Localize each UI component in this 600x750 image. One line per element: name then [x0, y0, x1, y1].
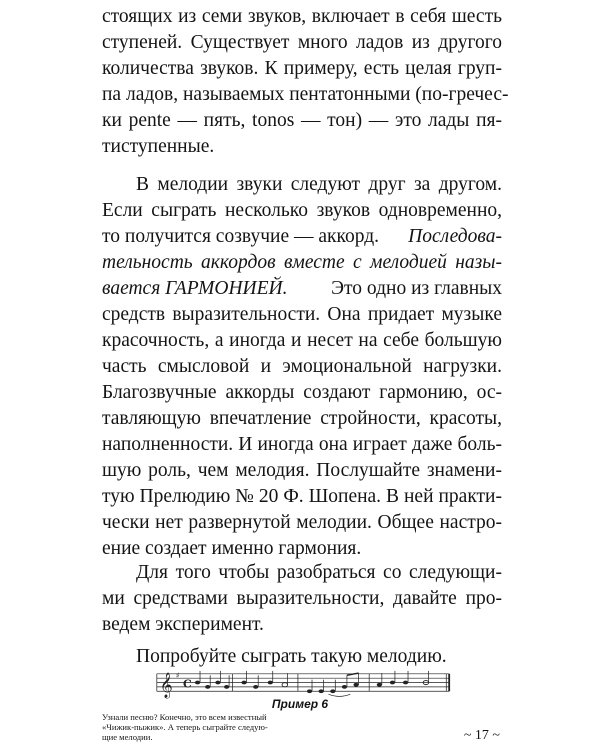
svg-text:𝄞: 𝄞 [159, 673, 173, 698]
text-line: па ладов, называемых пентатонными (по-гречес- [102, 84, 509, 105]
text-line: ступеней. Существует много ладов из другого [102, 32, 502, 53]
text-line: Для того чтобы разобраться со следующи- [136, 562, 502, 583]
text-line: часть смысловой и эмоциональной нагрузки. [102, 356, 502, 377]
text-line: тавляющую впечатление стройности, красоты, [102, 408, 502, 429]
text-line: «Чижик-пыжик». А теперь сыграйте следую- [102, 722, 268, 732]
text-line [102, 250, 502, 276]
svg-text:C: C [183, 677, 192, 691]
italic-definition: вается ГАРМОНИЕЙ. [102, 278, 288, 299]
text-line: Если сыграть несколько звуков одновременно, [102, 200, 502, 221]
text-line: количества звуков. К примеру, есть целая груп- [102, 58, 502, 79]
italic-definition: Последова- [408, 226, 502, 247]
text-line: ми средствами выразительности, давайте про- [102, 588, 502, 609]
text-line: ведем эксперимент. [102, 614, 264, 635]
text-line: ки pente — пять, tonos — тон) — это лады пя- [102, 110, 502, 131]
text-line: Благозвучные аккорды создают гармонию, ос- [102, 382, 502, 403]
text-segment: то получится созвучие — аккорд. [102, 226, 379, 247]
text-line: тиступенные. [102, 136, 215, 157]
italic-definition: тельность аккордов вместе с мелодией назы- [102, 252, 502, 273]
text-line: чески нет развернутой мелодии. Общее настро- [102, 512, 502, 533]
text-line: тую Прелюдию № 20 Ф. Шопена. В ней практи- [102, 486, 502, 507]
example-caption: Пример 6 [271, 697, 329, 711]
text-line: стоящих из семи звуков, включает в себя шесть [102, 6, 502, 27]
page-number: ~ 17 ~ [463, 728, 500, 743]
text-line: ение создает именно гармония. [102, 538, 362, 559]
text-line: щие мелодии. [102, 732, 153, 742]
text-line: В мелодии звуки следуют друг за другом. [136, 174, 502, 195]
text-segment: Это одно из главных [331, 278, 502, 299]
svg-text:♯: ♯ [175, 671, 180, 681]
text-line: Узнали песню? Конечно, это всем известный [102, 712, 267, 722]
text-line: средств выразительности. Она придает музыке [102, 304, 502, 325]
text-line: красочность, а иногда и несет на себе большую [102, 330, 502, 351]
text-line [102, 276, 502, 302]
text-line: шую роль, чем мелодия. Послушайте знамени- [102, 460, 502, 481]
text-line: Попробуйте сыграть такую мелодию. [136, 646, 447, 667]
text-line: наполненности. И иногда она играет даже боль- [102, 434, 502, 455]
music-notation-icon [98, 668, 508, 700]
text-line [102, 224, 502, 250]
